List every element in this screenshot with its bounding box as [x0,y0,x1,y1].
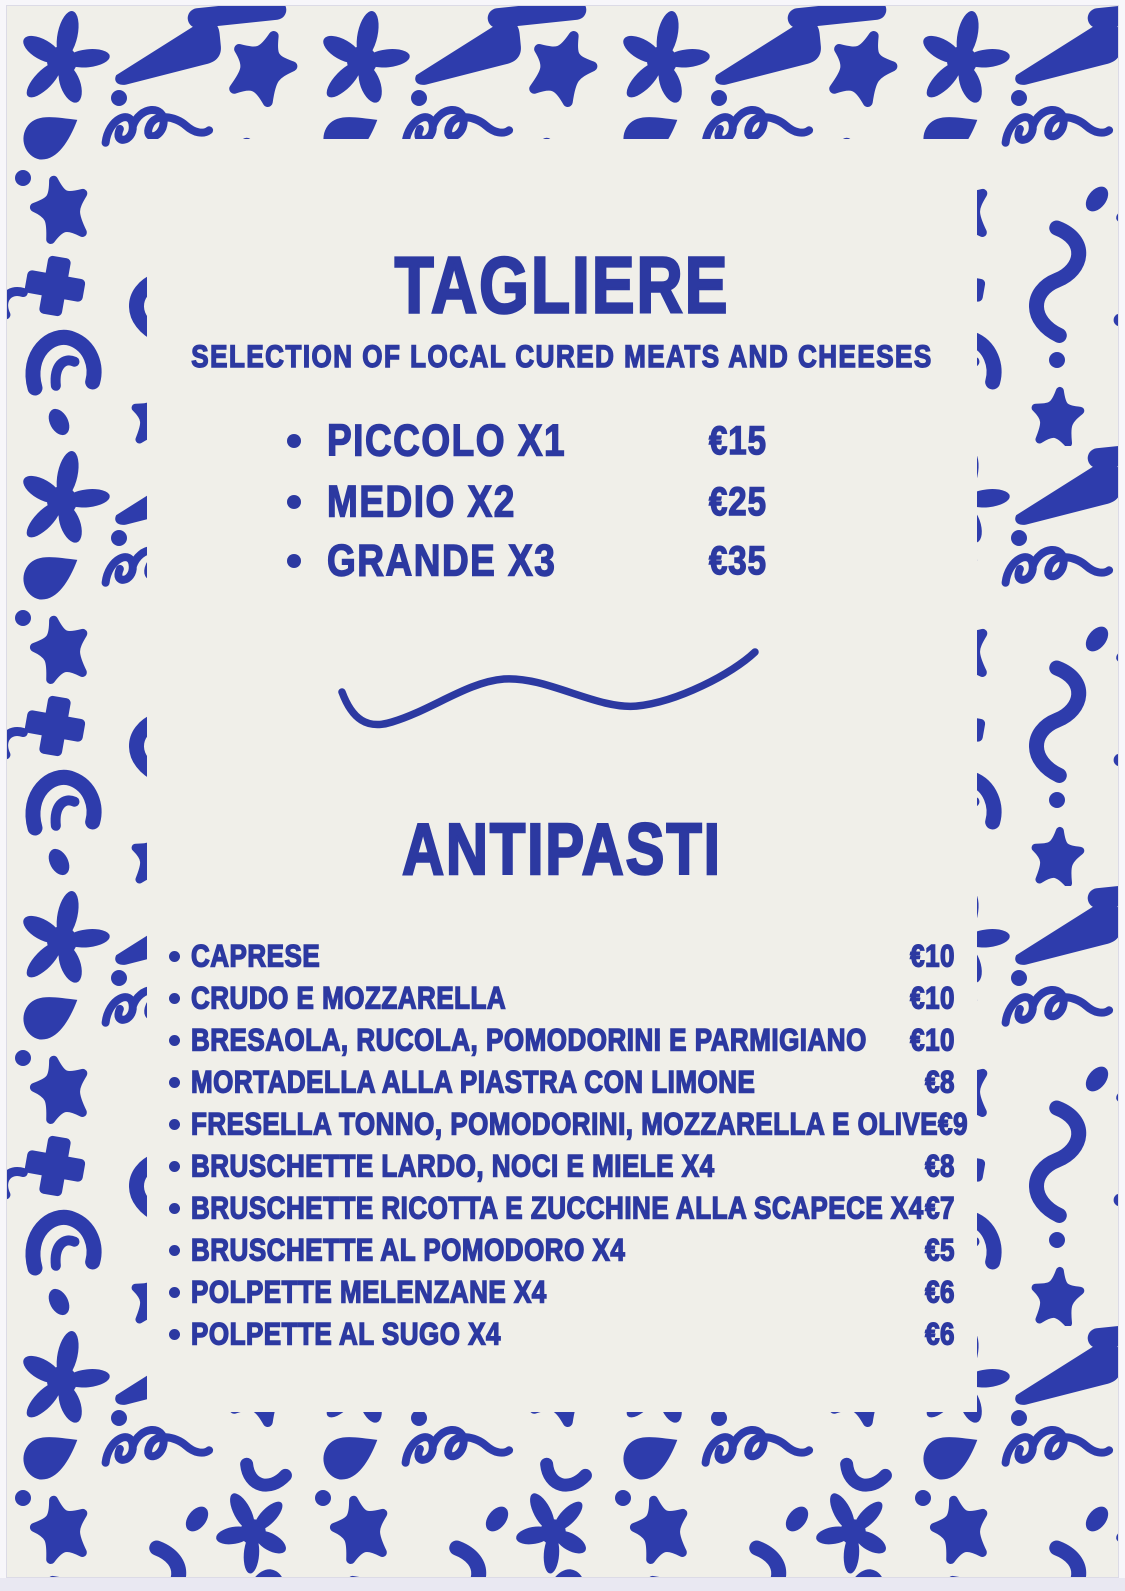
item-price: €35 [708,538,767,583]
item-name: BRUSCHETTE LARDO, NOCI E MIELE X4 [191,1147,715,1184]
item-name: POLPETTE AL SUGO X4 [191,1315,501,1352]
item-name: CAPRESE [191,937,321,974]
item-name: CRUDO E MOZZARELLA [191,979,507,1016]
bullet-dot-icon [169,951,180,962]
item-price: €10 [910,979,955,1016]
menu-item-row [287,537,767,585]
menu-item-row [287,478,767,526]
item-price: €9 [938,1105,969,1142]
item-price: €25 [708,479,767,524]
bullet-dot-icon [287,495,301,509]
menu-panel [147,139,977,1412]
menu-item-row [169,980,955,1016]
item-name: POLPETTE MELENZANE X4 [191,1273,547,1310]
bullet-dot-icon [169,1035,180,1046]
menu-item-row [169,1274,955,1310]
item-price: €8 [925,1063,955,1100]
page-bottom-strip [0,1578,1125,1591]
item-price: €5 [925,1231,955,1268]
bullet-dot-icon [169,1245,180,1256]
item-price: €7 [925,1189,955,1226]
bullet-dot-icon [287,434,301,448]
item-name: BRUSCHETTE RICOTTA E ZUCCHINE ALLA SCAPECE X4 [191,1189,924,1226]
item-name: PICCOLO X1 [327,415,567,465]
bullet-dot-icon [169,1203,180,1214]
item-name: BRUSCHETTE AL POMODORO X4 [191,1231,626,1268]
item-name: FRESELLA TONNO, POMODORINI, MOZZARELLA E OLIVE [191,1105,939,1142]
item-price: €15 [708,418,767,463]
bullet-dot-icon [287,554,301,568]
menu-item-row [169,938,955,974]
section-title-tagliere: TAGLIERE [394,240,730,330]
wave-divider-icon [337,634,767,744]
item-name: BRESAOLA, RUCOLA, POMODORINI E PARMIGIANO [191,1021,867,1058]
menu-item-row [169,1105,969,1142]
menu-poster [7,6,1118,1577]
menu-item-row [169,1190,955,1226]
section-subtitle-tagliere: SELECTION OF LOCAL CURED MEATS AND CHEESES [191,338,933,374]
item-price: €6 [925,1315,955,1352]
bullet-dot-icon [169,993,180,1004]
item-name: MORTADELLA ALLA PIASTRA CON LIMONE [191,1063,756,1100]
bullet-dot-icon [169,1077,180,1088]
bullet-dot-icon [169,1329,180,1340]
bullet-dot-icon [169,1287,180,1298]
menu-item-row [169,1022,955,1058]
bullet-dot-icon [169,1161,180,1172]
item-name: GRANDE X3 [327,535,557,585]
menu-item-row [169,1064,955,1100]
menu-item-row [169,1316,955,1352]
menu-item-row [169,1232,955,1268]
section-title-antipasti: ANTIPASTI [402,808,722,890]
bullet-dot-icon [169,1119,180,1130]
menu-item-row [287,417,767,465]
item-name: MEDIO X2 [327,476,516,526]
item-price: €10 [910,1021,955,1058]
item-price: €6 [925,1273,955,1310]
item-price: €8 [925,1147,955,1184]
item-price: €10 [910,937,955,974]
menu-item-row [169,1148,955,1184]
